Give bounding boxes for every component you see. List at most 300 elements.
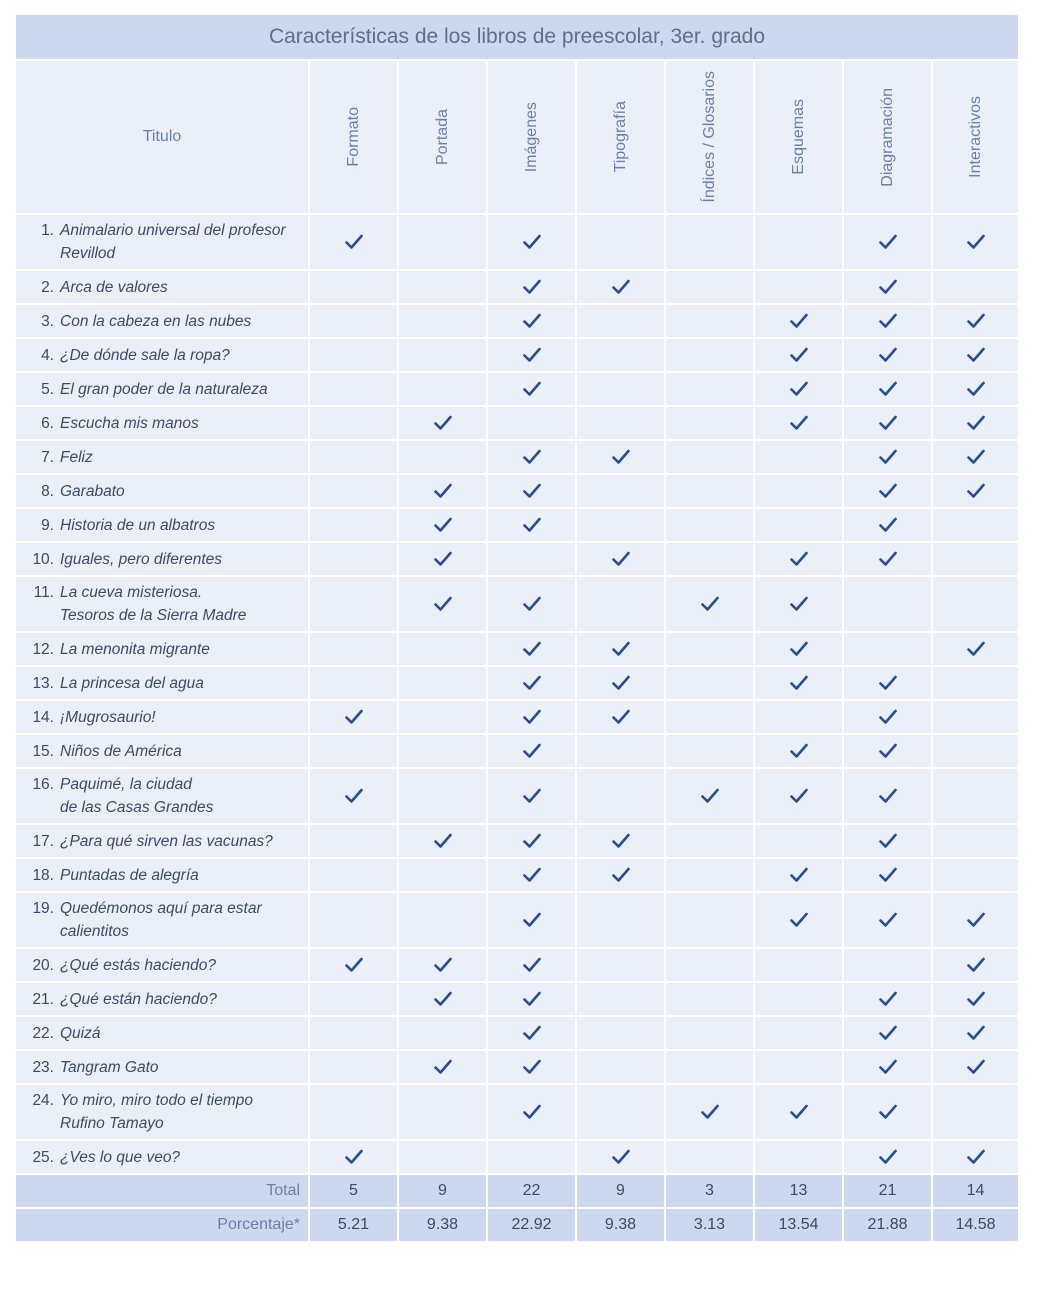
column-header-label: Imágenes [522, 101, 540, 173]
check-icon [879, 381, 897, 397]
feature-cell [754, 982, 843, 1016]
feature-cell [843, 666, 932, 700]
row-number: 15. [32, 742, 54, 760]
book-title-cell [15, 1016, 309, 1050]
check-icon [790, 867, 808, 883]
table-row [15, 1140, 1019, 1174]
feature-cell [487, 768, 576, 824]
check-icon [434, 991, 452, 1007]
feature-cell [309, 576, 398, 632]
check-icon [879, 415, 897, 431]
feature-cell [576, 982, 665, 1016]
book-title-line: ¿Qué están haciendo? [60, 990, 217, 1008]
book-title [60, 954, 216, 977]
book-title-line: Yo miro, miro todo el tiempo [60, 1092, 253, 1109]
feature-cell [309, 338, 398, 372]
check-icon [434, 415, 452, 431]
feature-cell [665, 1140, 754, 1174]
feature-cell [843, 892, 932, 948]
feature-cell [487, 270, 576, 304]
feature-cell [576, 700, 665, 734]
feature-cell [843, 734, 932, 768]
feature-cell [932, 892, 1019, 948]
feature-cell [487, 542, 576, 576]
book-title [60, 773, 213, 819]
column-header-label: Esquemas [789, 99, 807, 175]
feature-cell [487, 824, 576, 858]
check-icon [879, 833, 897, 849]
book-title-line: Arca de valores [60, 278, 168, 296]
feature-cell [843, 270, 932, 304]
book-title-cell [15, 508, 309, 542]
check-icon [523, 483, 541, 499]
row-number: 6. [41, 414, 54, 432]
check-icon [523, 675, 541, 691]
feature-cell [576, 892, 665, 948]
row-number: 17. [32, 832, 54, 850]
feature-cell [843, 304, 932, 338]
book-title-line: ¿Qué estás haciendo? [60, 956, 216, 974]
book-title [60, 310, 251, 333]
feature-cell [576, 1050, 665, 1084]
total-value: 22 [487, 1174, 576, 1208]
column-header-label: Diagramación [878, 87, 896, 187]
percentage-label: Porcentaje* [15, 1208, 309, 1242]
feature-cell [665, 304, 754, 338]
feature-cell [843, 824, 932, 858]
feature-cell [932, 214, 1019, 270]
feature-cell [665, 948, 754, 982]
column-header [754, 60, 843, 214]
book-title-cell [15, 1084, 309, 1140]
feature-cell [309, 768, 398, 824]
feature-cell [754, 576, 843, 632]
check-icon [879, 867, 897, 883]
book-title [60, 1089, 253, 1135]
row-number: 7. [41, 448, 54, 466]
feature-cell [665, 576, 754, 632]
book-title-cell [15, 576, 309, 632]
feature-cell [309, 1140, 398, 1174]
check-icon [967, 234, 985, 250]
feature-cell [932, 304, 1019, 338]
book-title [60, 897, 262, 943]
book-title-cell [15, 542, 309, 576]
row-number: 8. [41, 482, 54, 500]
check-icon [345, 709, 363, 725]
check-icon [879, 279, 897, 295]
check-icon [612, 867, 630, 883]
table-row [15, 440, 1019, 474]
feature-cell [398, 542, 487, 576]
table-row [15, 576, 1019, 632]
check-icon [790, 596, 808, 612]
feature-cell [754, 734, 843, 768]
feature-cell [665, 666, 754, 700]
check-icon [967, 415, 985, 431]
column-header [665, 60, 754, 214]
check-icon [523, 1059, 541, 1075]
percentage-value: 5.21 [309, 1208, 398, 1242]
feature-cell [398, 700, 487, 734]
feature-cell [932, 700, 1019, 734]
check-icon [523, 1025, 541, 1041]
feature-cell [665, 1084, 754, 1140]
book-title-line: Paquimé, la ciudad [60, 776, 192, 793]
table-row [15, 372, 1019, 406]
table-row [15, 734, 1019, 768]
check-icon [967, 957, 985, 973]
row-number: 18. [32, 866, 54, 884]
feature-cell [487, 858, 576, 892]
check-icon [523, 517, 541, 533]
check-icon [612, 833, 630, 849]
check-icon [434, 483, 452, 499]
feature-cell [932, 576, 1019, 632]
check-icon [879, 1025, 897, 1041]
feature-cell [843, 948, 932, 982]
feature-cell [932, 270, 1019, 304]
feature-cell [576, 824, 665, 858]
check-icon [612, 1149, 630, 1165]
table-row [15, 270, 1019, 304]
check-icon [345, 234, 363, 250]
table-title: Características de los libros de preescolar, 3er. grado [15, 14, 1019, 60]
column-header-label: Formato [344, 107, 362, 167]
feature-cell [665, 768, 754, 824]
feature-cell [576, 632, 665, 666]
table-container [14, 13, 1018, 1243]
feature-cell [843, 768, 932, 824]
feature-cell [754, 700, 843, 734]
feature-cell [576, 734, 665, 768]
feature-cell [487, 372, 576, 406]
check-icon [790, 551, 808, 567]
feature-cell [487, 700, 576, 734]
features-table [14, 13, 1020, 1243]
feature-cell [665, 892, 754, 948]
check-icon [434, 1059, 452, 1075]
feature-cell [309, 824, 398, 858]
check-icon [879, 675, 897, 691]
check-icon [345, 788, 363, 804]
feature-cell [487, 304, 576, 338]
feature-cell [487, 982, 576, 1016]
check-icon [612, 279, 630, 295]
book-title [60, 412, 199, 435]
total-label: Total [15, 1174, 309, 1208]
book-title-line: Tangram Gato [60, 1058, 159, 1076]
feature-cell [309, 632, 398, 666]
check-icon [790, 347, 808, 363]
book-title [60, 1022, 101, 1045]
check-icon [967, 381, 985, 397]
feature-cell [932, 824, 1019, 858]
feature-cell [576, 948, 665, 982]
column-header-label: Interactivos [966, 96, 984, 178]
feature-cell [309, 1084, 398, 1140]
book-title-line: de las Casas Grandes [60, 799, 214, 816]
feature-cell [665, 824, 754, 858]
feature-cell [754, 768, 843, 824]
column-header [843, 60, 932, 214]
column-header [309, 60, 398, 214]
percentage-value: 13.54 [754, 1208, 843, 1242]
feature-cell [843, 1084, 932, 1140]
feature-cell [576, 666, 665, 700]
percentage-value: 9.38 [398, 1208, 487, 1242]
feature-cell [576, 508, 665, 542]
feature-cell [309, 440, 398, 474]
feature-cell [665, 1050, 754, 1084]
feature-cell [932, 406, 1019, 440]
feature-cell [398, 982, 487, 1016]
check-icon [523, 957, 541, 973]
feature-cell [309, 858, 398, 892]
feature-cell [487, 1016, 576, 1050]
book-title-line: Rufino Tamayo [60, 1115, 164, 1132]
column-header-label: Tipografía [611, 101, 629, 173]
feature-cell [576, 1140, 665, 1174]
feature-cell [665, 632, 754, 666]
check-icon [701, 788, 719, 804]
book-title-line: Niños de América [60, 742, 182, 760]
feature-cell [576, 542, 665, 576]
feature-cell [932, 734, 1019, 768]
check-icon [967, 991, 985, 1007]
feature-cell [487, 666, 576, 700]
feature-cell [843, 982, 932, 1016]
row-number: 10. [32, 550, 54, 568]
check-icon [879, 517, 897, 533]
check-icon [967, 483, 985, 499]
column-header-label: Portada [433, 108, 451, 166]
check-icon [523, 743, 541, 759]
feature-cell [932, 768, 1019, 824]
check-icon [523, 788, 541, 804]
title-column-header: Titulo [15, 60, 309, 214]
check-icon [523, 347, 541, 363]
check-icon [523, 234, 541, 250]
book-title-cell [15, 304, 309, 338]
feature-cell [576, 214, 665, 270]
feature-cell [754, 270, 843, 304]
table-row [15, 338, 1019, 372]
table-row [15, 858, 1019, 892]
check-icon [879, 1104, 897, 1120]
feature-cell [843, 440, 932, 474]
feature-cell [843, 508, 932, 542]
check-icon [879, 483, 897, 499]
book-title [60, 638, 210, 661]
feature-cell [398, 270, 487, 304]
feature-cell [398, 338, 487, 372]
table-row [15, 508, 1019, 542]
book-title-cell [15, 1050, 309, 1084]
book-title-cell [15, 440, 309, 474]
feature-cell [754, 632, 843, 666]
check-icon [879, 743, 897, 759]
feature-cell [665, 474, 754, 508]
feature-cell [309, 948, 398, 982]
check-icon [612, 551, 630, 567]
feature-cell [398, 824, 487, 858]
feature-cell [576, 372, 665, 406]
check-icon [790, 675, 808, 691]
book-title [60, 514, 215, 537]
check-icon [879, 1149, 897, 1165]
feature-cell [843, 542, 932, 576]
feature-cell [754, 1016, 843, 1050]
feature-cell [309, 892, 398, 948]
check-icon [345, 1149, 363, 1165]
book-title-line: Escucha mis manos [60, 414, 199, 432]
feature-cell [487, 406, 576, 440]
row-number: 11. [33, 584, 54, 601]
check-icon [612, 641, 630, 657]
check-icon [701, 596, 719, 612]
book-title-cell [15, 270, 309, 304]
check-icon [790, 415, 808, 431]
check-icon [967, 1149, 985, 1165]
check-icon [879, 313, 897, 329]
feature-cell [398, 948, 487, 982]
percentage-value: 22.92 [487, 1208, 576, 1242]
feature-cell [487, 474, 576, 508]
check-icon [523, 709, 541, 725]
book-title-line: ¿Ves lo que veo? [60, 1148, 181, 1166]
feature-cell [665, 372, 754, 406]
feature-cell [665, 700, 754, 734]
column-header [487, 60, 576, 214]
feature-cell [932, 542, 1019, 576]
book-title [60, 446, 93, 469]
book-title-line: Historia de un albatros [60, 516, 216, 534]
book-title-cell [15, 666, 309, 700]
feature-cell [487, 734, 576, 768]
feature-cell [932, 666, 1019, 700]
row-number: 19. [32, 900, 54, 917]
feature-cell [576, 1084, 665, 1140]
feature-cell [309, 666, 398, 700]
feature-cell [398, 632, 487, 666]
feature-cell [665, 214, 754, 270]
total-value: 9 [398, 1174, 487, 1208]
feature-cell [576, 858, 665, 892]
table-row [15, 632, 1019, 666]
feature-cell [843, 372, 932, 406]
feature-cell [932, 440, 1019, 474]
table-row [15, 214, 1019, 270]
feature-cell [309, 214, 398, 270]
table-row [15, 1016, 1019, 1050]
book-title-cell [15, 474, 309, 508]
total-value: 9 [576, 1174, 665, 1208]
check-icon [523, 313, 541, 329]
feature-cell [576, 474, 665, 508]
feature-cell [754, 948, 843, 982]
feature-cell [487, 948, 576, 982]
feature-cell [576, 406, 665, 440]
feature-cell [487, 1140, 576, 1174]
feature-cell [754, 304, 843, 338]
row-number: 2. [41, 278, 54, 296]
table-row [15, 768, 1019, 824]
column-header [398, 60, 487, 214]
book-title-line: ¡Mugrosaurio! [60, 708, 156, 726]
feature-cell [932, 1050, 1019, 1084]
feature-cell [843, 1140, 932, 1174]
feature-cell [754, 824, 843, 858]
feature-cell [487, 632, 576, 666]
row-number: 16. [32, 776, 54, 793]
feature-cell [665, 270, 754, 304]
book-title-cell [15, 824, 309, 858]
feature-cell [487, 1084, 576, 1140]
book-title-cell [15, 1140, 309, 1174]
book-title [60, 548, 222, 571]
check-icon [612, 709, 630, 725]
book-title-line: La menonita migrante [60, 640, 210, 658]
check-icon [790, 313, 808, 329]
feature-cell [487, 214, 576, 270]
feature-cell [932, 1140, 1019, 1174]
book-title-line: Iguales, pero diferentes [60, 550, 222, 568]
feature-cell [843, 1050, 932, 1084]
feature-cell [843, 858, 932, 892]
total-value: 13 [754, 1174, 843, 1208]
feature-cell [665, 858, 754, 892]
feature-cell [398, 406, 487, 440]
check-icon [701, 1104, 719, 1120]
row-number: 20. [32, 956, 54, 974]
feature-cell [309, 542, 398, 576]
book-title-line: La cueva misteriosa. [60, 584, 203, 601]
book-title-line: calientitos [60, 923, 129, 940]
book-title [60, 480, 125, 503]
feature-cell [754, 372, 843, 406]
feature-cell [665, 1016, 754, 1050]
column-header [576, 60, 665, 214]
check-icon [523, 912, 541, 928]
check-icon [434, 551, 452, 567]
book-title [60, 1146, 180, 1169]
book-title-cell [15, 338, 309, 372]
check-icon [612, 675, 630, 691]
percentage-value: 9.38 [576, 1208, 665, 1242]
book-title-cell [15, 214, 309, 270]
table-row [15, 406, 1019, 440]
check-icon [434, 517, 452, 533]
feature-cell [932, 508, 1019, 542]
book-title-cell [15, 982, 309, 1016]
table-row [15, 892, 1019, 948]
feature-cell [932, 1016, 1019, 1050]
row-number: 9. [41, 516, 54, 534]
book-title [60, 830, 273, 853]
feature-cell [309, 304, 398, 338]
feature-cell [398, 1050, 487, 1084]
row-number: 14. [32, 708, 54, 726]
feature-cell [843, 474, 932, 508]
book-title-cell [15, 734, 309, 768]
feature-cell [665, 406, 754, 440]
book-title [60, 276, 168, 299]
check-icon [434, 833, 452, 849]
total-value: 14 [932, 1174, 1019, 1208]
check-icon [879, 1059, 897, 1075]
feature-cell [309, 1016, 398, 1050]
